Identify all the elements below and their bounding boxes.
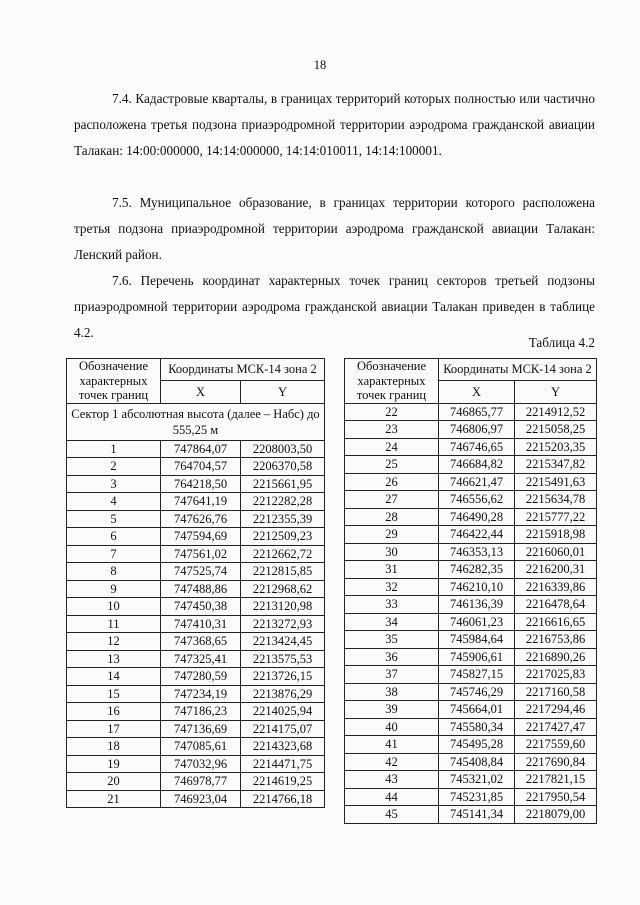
point-number-cell: 18 [67,738,161,756]
y-coordinate-cell: 2216753,86 [515,631,597,649]
point-number-cell: 25 [345,456,439,474]
y-coordinate-cell: 2214025,94 [241,703,325,721]
table-row [67,650,325,668]
table-row [345,753,597,771]
table-row [345,508,597,526]
y-coordinate-cell: 2216616,65 [515,613,597,631]
table-row [67,738,325,756]
y-coordinate-cell: 2213272,93 [241,615,325,633]
x-coordinate-cell: 746978,77 [161,773,241,791]
point-number-cell: 17 [67,720,161,738]
y-coordinate-cell: 2217821,15 [515,771,597,789]
x-coordinate-cell: 747410,31 [161,615,241,633]
page-number: 18 [313,58,327,72]
y-coordinate-cell: 2217690,84 [515,753,597,771]
point-number-cell: 33 [345,596,439,614]
y-coordinate-cell: 2215634,78 [515,491,597,509]
point-number-cell: 37 [345,666,439,684]
paragraph-7-4 [74,86,595,164]
header-point-label: Обозначение характерных точек границ [67,359,161,404]
table-row [67,510,325,528]
point-number-cell: 31 [345,561,439,579]
table-row [345,701,597,719]
y-coordinate-cell: 2215661,95 [241,475,325,493]
x-coordinate-cell: 746806,97 [439,421,515,439]
x-coordinate-cell: 745746,29 [439,683,515,701]
y-coordinate-cell: 2208003,50 [241,440,325,458]
x-coordinate-cell: 747368,65 [161,633,241,651]
table-row [67,668,325,686]
x-coordinate-cell: 746746,65 [439,438,515,456]
x-coordinate-cell: 745408,84 [439,753,515,771]
x-coordinate-cell: 746556,62 [439,491,515,509]
table-caption: Таблица 4.2 [528,335,595,350]
table-row [67,703,325,721]
y-coordinate-cell: 2212662,72 [241,545,325,563]
y-coordinate-cell: 2215918,98 [515,526,597,544]
x-coordinate-cell: 745580,34 [439,718,515,736]
table-row [67,633,325,651]
y-coordinate-cell: 2213120,98 [241,598,325,616]
y-coordinate-cell: 2214323,68 [241,738,325,756]
left-table-body [67,403,325,808]
x-coordinate-cell: 747450,38 [161,598,241,616]
x-coordinate-cell: 747488,86 [161,580,241,598]
y-coordinate-cell: 2215491,63 [515,473,597,491]
table-row [345,403,597,421]
y-coordinate-cell: 2213424,45 [241,633,325,651]
table-row [67,545,325,563]
paragraph-7-5 [74,190,595,268]
point-number-cell: 32 [345,578,439,596]
x-coordinate-cell: 745664,01 [439,701,515,719]
point-number-cell: 44 [345,788,439,806]
y-coordinate-cell: 2214619,25 [241,773,325,791]
y-coordinate-cell: 2217025,83 [515,666,597,684]
x-coordinate-cell: 746422,44 [439,526,515,544]
point-number-cell: 40 [345,718,439,736]
point-number-cell: 26 [345,473,439,491]
table-row [345,736,597,754]
paragraph-text: 7.6. Перечень координат характерных точек границ секторов третьей подзоны приаэродромной территории аэродрома гражданской авиации Талакан приведен в таблице 4.2. [74,273,595,340]
x-coordinate-cell: 746923,04 [161,790,241,808]
header-y: Y [515,381,597,403]
table-row [67,493,325,511]
table-row [67,563,325,581]
table-row [345,613,597,631]
header-point-label: Обозначение характерных точек границ [345,359,439,404]
x-coordinate-cell: 747325,41 [161,650,241,668]
point-number-cell: 41 [345,736,439,754]
point-number-cell: 39 [345,701,439,719]
header-x: X [161,381,241,403]
table-row [345,718,597,736]
point-number-cell: 2 [67,458,161,476]
table-row [67,440,325,458]
x-coordinate-cell: 746490,28 [439,508,515,526]
table-row [67,755,325,773]
x-coordinate-cell: 747641,19 [161,493,241,511]
paragraph-7-6 [74,268,595,346]
y-coordinate-cell: 2217160,58 [515,683,597,701]
x-coordinate-cell: 745231,85 [439,788,515,806]
table-row [67,773,325,791]
x-coordinate-cell: 747864,07 [161,440,241,458]
table-row [67,528,325,546]
table-row [67,458,325,476]
point-number-cell: 9 [67,580,161,598]
y-coordinate-cell: 2214175,07 [241,720,325,738]
right-table-body [345,403,597,823]
table-row [67,475,325,493]
y-coordinate-cell: 2215203,35 [515,438,597,456]
y-coordinate-cell: 2215347,82 [515,456,597,474]
x-coordinate-cell: 746353,13 [439,543,515,561]
table-row [67,720,325,738]
table-row [345,543,597,561]
point-number-cell: 22 [345,403,439,421]
paragraph-text: 7.5. Муниципальное образование, в границах территории которого расположена третья подзона приаэродромной территории аэродрома гражданской авиации Талакан: Ленский район. [74,195,595,262]
x-coordinate-cell: 746621,47 [439,473,515,491]
table-row [345,438,597,456]
point-number-cell: 4 [67,493,161,511]
point-number-cell: 1 [67,440,161,458]
x-coordinate-cell: 747525,74 [161,563,241,581]
point-number-cell: 27 [345,491,439,509]
y-coordinate-cell: 2216890,26 [515,648,597,666]
table-row [345,526,597,544]
x-coordinate-cell: 747032,96 [161,755,241,773]
x-coordinate-cell: 746684,82 [439,456,515,474]
y-coordinate-cell: 2212815,85 [241,563,325,581]
y-coordinate-cell: 2214912,52 [515,403,597,421]
x-coordinate-cell: 746061,23 [439,613,515,631]
x-coordinate-cell: 747561,02 [161,545,241,563]
x-coordinate-cell: 745827,15 [439,666,515,684]
y-coordinate-cell: 2216339,86 [515,578,597,596]
header-y: Y [241,381,325,403]
point-number-cell: 16 [67,703,161,721]
point-number-cell: 7 [67,545,161,563]
header-coordinates: Координаты МСК-14 зона 2 [161,359,325,381]
y-coordinate-cell: 2215058,25 [515,421,597,439]
x-coordinate-cell: 746136,39 [439,596,515,614]
y-coordinate-cell: 2216200,31 [515,561,597,579]
paragraph-text: 7.4. Кадастровые кварталы, в границах территорий которых полностью или частично расположена третья подзона приаэродромной территории аэродрома гражданской авиации Талакан: 14:00:000000, 14:14:000000, 14:14:010011, 14:14:100001. [74,91,595,158]
x-coordinate-cell: 747594,69 [161,528,241,546]
table-row [345,596,597,614]
y-coordinate-cell: 2217559,60 [515,736,597,754]
table-row [345,491,597,509]
point-number-cell: 24 [345,438,439,456]
table-row [67,580,325,598]
table-row [345,666,597,684]
x-coordinate-cell: 747626,76 [161,510,241,528]
point-number-cell: 3 [67,475,161,493]
table-row [345,683,597,701]
x-coordinate-cell: 747085,61 [161,738,241,756]
point-number-cell: 29 [345,526,439,544]
point-number-cell: 36 [345,648,439,666]
table-row [345,421,597,439]
table-row [345,473,597,491]
y-coordinate-cell: 2213575,53 [241,650,325,668]
x-coordinate-cell: 764704,57 [161,458,241,476]
sector-label: Сектор 1 абсолютная высота (далее – Набс) до 555,25 м [67,403,325,440]
coordinates-table-left [66,358,325,808]
y-coordinate-cell: 2212282,28 [241,493,325,511]
y-coordinate-cell: 2214766,18 [241,790,325,808]
y-coordinate-cell: 2216060,01 [515,543,597,561]
table-row [67,615,325,633]
x-coordinate-cell: 747186,23 [161,703,241,721]
point-number-cell: 12 [67,633,161,651]
point-number-cell: 23 [345,421,439,439]
x-coordinate-cell: 746865,77 [439,403,515,421]
x-coordinate-cell: 747136,69 [161,720,241,738]
y-coordinate-cell: 2218079,00 [515,806,597,824]
y-coordinate-cell: 2215777,22 [515,508,597,526]
table-row [345,456,597,474]
y-coordinate-cell: 2212509,23 [241,528,325,546]
point-number-cell: 5 [67,510,161,528]
point-number-cell: 13 [67,650,161,668]
header-coordinates: Координаты МСК-14 зона 2 [439,359,597,381]
y-coordinate-cell: 2212355,39 [241,510,325,528]
point-number-cell: 15 [67,685,161,703]
table-row [345,806,597,824]
point-number-cell: 21 [67,790,161,808]
x-coordinate-cell: 747280,59 [161,668,241,686]
table-row [67,598,325,616]
table-row [345,631,597,649]
point-number-cell: 42 [345,753,439,771]
x-coordinate-cell: 745984,64 [439,631,515,649]
x-coordinate-cell: 746282,35 [439,561,515,579]
point-number-cell: 28 [345,508,439,526]
table-row [345,561,597,579]
point-number-cell: 19 [67,755,161,773]
point-number-cell: 45 [345,806,439,824]
point-number-cell: 43 [345,771,439,789]
x-coordinate-cell: 764218,50 [161,475,241,493]
y-coordinate-cell: 2217950,54 [515,788,597,806]
y-coordinate-cell: 2214471,75 [241,755,325,773]
x-coordinate-cell: 745495,28 [439,736,515,754]
y-coordinate-cell: 2206370,58 [241,458,325,476]
x-coordinate-cell: 745321,02 [439,771,515,789]
y-coordinate-cell: 2212968,62 [241,580,325,598]
point-number-cell: 11 [67,615,161,633]
table-row [67,790,325,808]
point-number-cell: 34 [345,613,439,631]
point-number-cell: 6 [67,528,161,546]
x-coordinate-cell: 745141,34 [439,806,515,824]
header-x: X [439,381,515,403]
table-row [67,685,325,703]
table-row [345,648,597,666]
x-coordinate-cell: 746210,10 [439,578,515,596]
point-number-cell: 35 [345,631,439,649]
y-coordinate-cell: 2216478,64 [515,596,597,614]
table-row [345,788,597,806]
point-number-cell: 14 [67,668,161,686]
point-number-cell: 10 [67,598,161,616]
y-coordinate-cell: 2217427,47 [515,718,597,736]
point-number-cell: 30 [345,543,439,561]
coordinates-table-right [344,358,597,824]
point-number-cell: 38 [345,683,439,701]
y-coordinate-cell: 2213876,29 [241,685,325,703]
point-number-cell: 20 [67,773,161,791]
point-number-cell: 8 [67,563,161,581]
y-coordinate-cell: 2217294,46 [515,701,597,719]
table-row [345,578,597,596]
x-coordinate-cell: 747234,19 [161,685,241,703]
x-coordinate-cell: 745906,61 [439,648,515,666]
y-coordinate-cell: 2213726,15 [241,668,325,686]
table-row [345,771,597,789]
